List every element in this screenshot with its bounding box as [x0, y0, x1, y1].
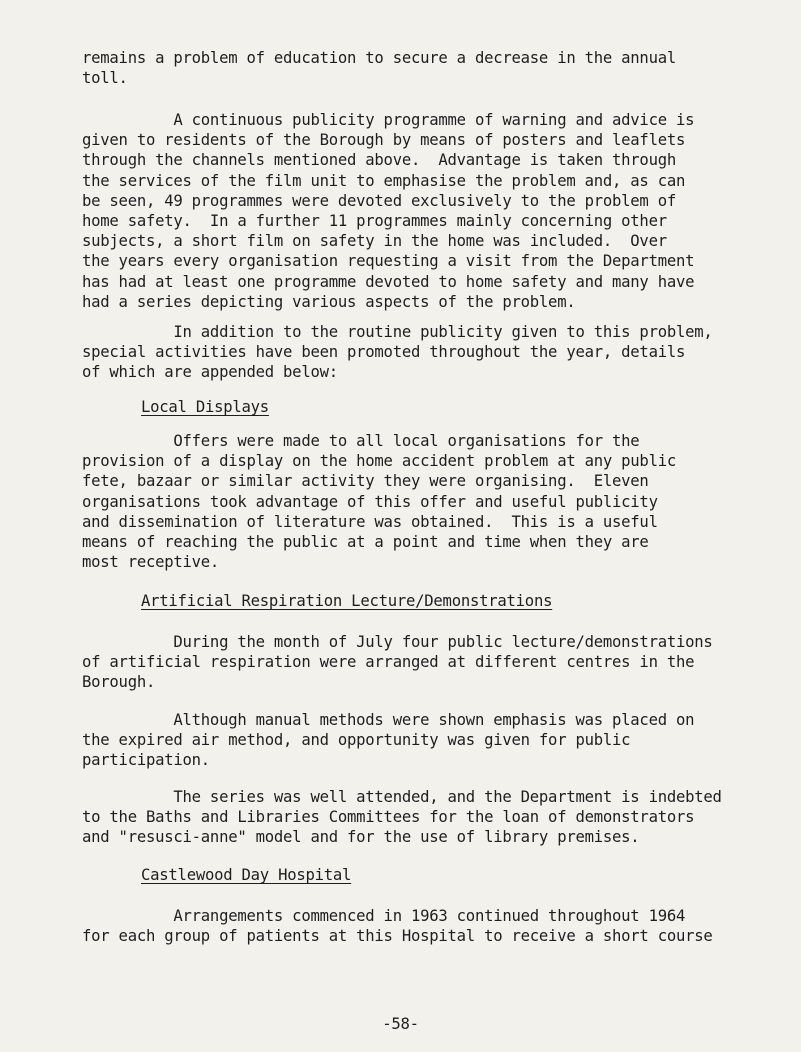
paragraph-local-displays: Offers were made to all local organisations for the provision of a display on the home accident problem at any public fete, bazaar or similar activity they were organising. Eleven organisations took advantage of this offer and useful publicity and dissemination of literature was obtained. This is a useful means of reaching the public at a point and time when they are most receptive. — [82, 432, 676, 572]
page-number: -58- — [382, 1015, 419, 1033]
heading-local-displays: Local Displays — [141, 398, 269, 416]
paragraph-special-activities: In addition to the routine publicity given to this problem, special activities have been promoted throughout the year, details of which are appended below: — [82, 323, 713, 382]
paragraph-continuation: remains a problem of education to secure a decrease in the annual toll. — [82, 49, 676, 88]
heading-artificial-respiration: Artificial Respiration Lecture/Demonstrations — [141, 592, 553, 610]
heading-castlewood-day-hospital: Castlewood Day Hospital — [141, 866, 352, 884]
paragraph-july-demonstrations: During the month of July four public lecture/demonstrations of artificial respiration were arranged at different centres in the Borough. — [82, 633, 713, 692]
paragraph-castlewood-arrangements: Arrangements commenced in 1963 continued throughout 1964 for each group of patients at this Hospital to receive a short course — [82, 907, 713, 946]
paragraph-series-attended: The series was well attended, and the Department is indebted to the Baths and Libraries Committees for the loan of demonstrators and "resusci-anne" model and for the use of library premises. — [82, 788, 722, 847]
paragraph-publicity-programme: A continuous publicity programme of warning and advice is given to residents of the Borough by means of posters and leaflets through the channels mentioned above. Advantage is taken through the services of the film unit to emphasise the problem and, as can be seen, 49 programmes were devoted exclusively to the problem of home safety. In a further 11 programmes mainly concerning other subjects, a short film on safety in the home was included. Over the years every organisation requesting a visit from the Department has had at least one programme devoted to home safety and many have had a series depicting various aspects of the problem. — [82, 111, 695, 311]
paragraph-manual-methods: Although manual methods were shown emphasis was placed on the expired air method, and opportunity was given for public participation. — [82, 711, 695, 770]
